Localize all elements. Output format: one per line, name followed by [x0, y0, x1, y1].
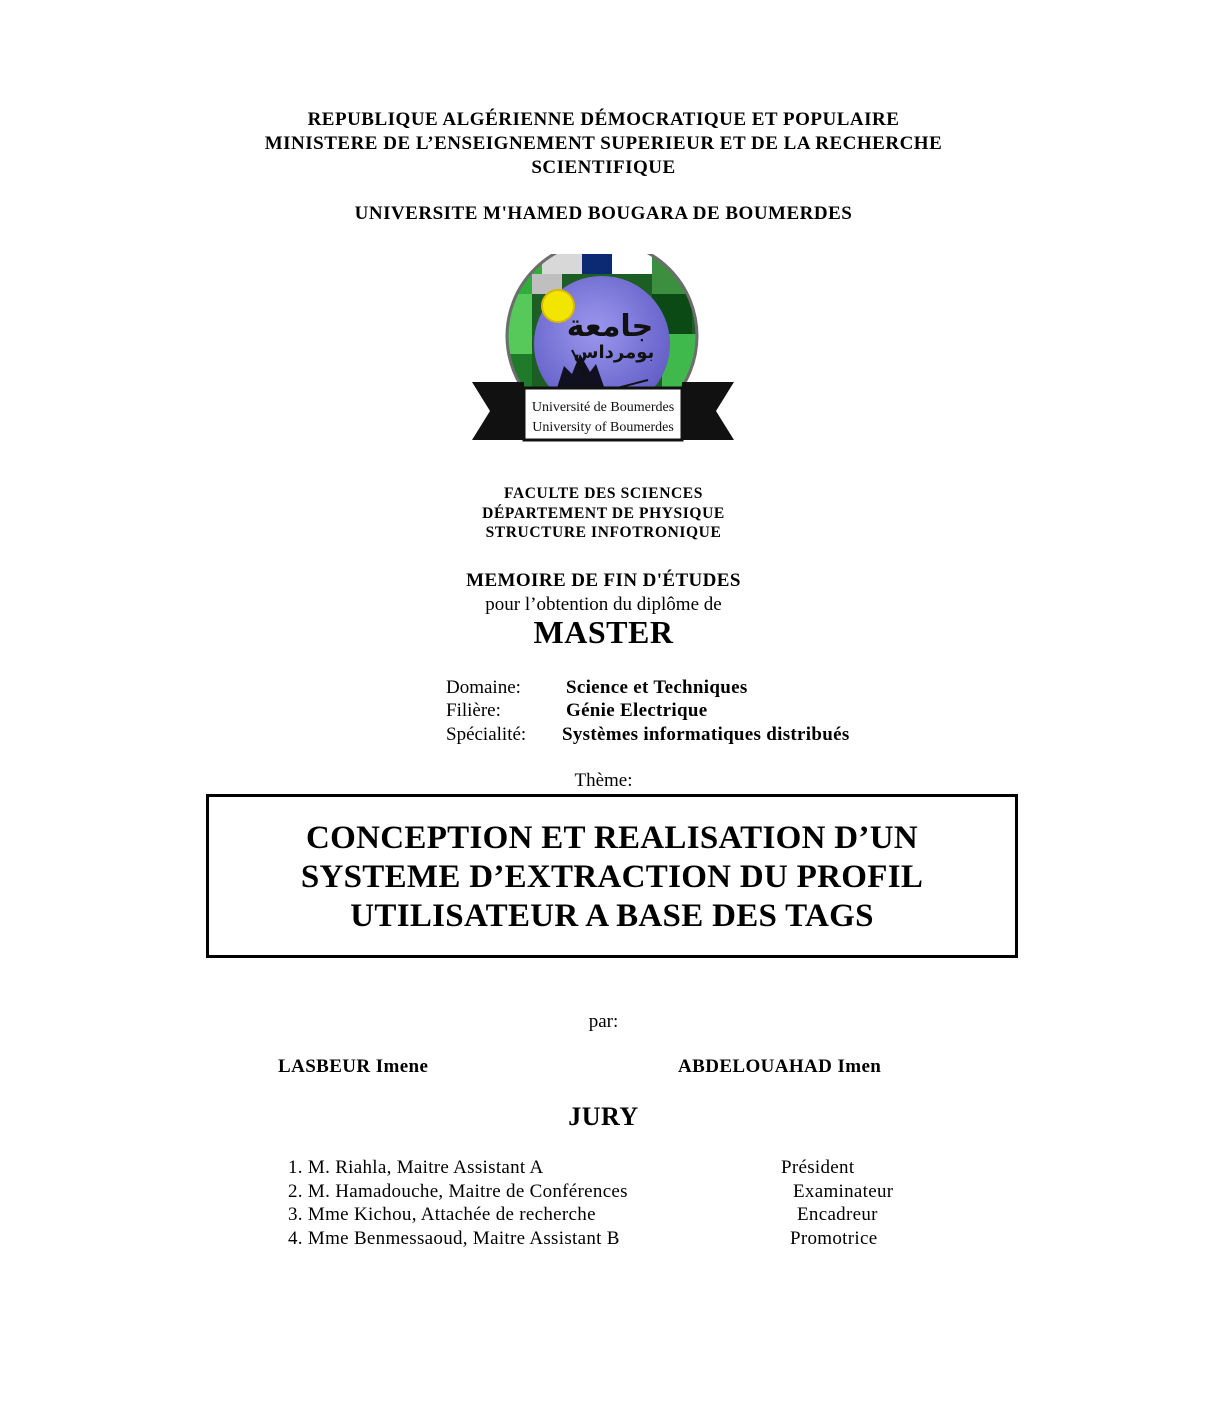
field-label-filiere: Filière: [446, 700, 501, 721]
structure-name: STRUCTURE INFOTRONIQUE [485, 524, 722, 541]
theme-label: Thème: [574, 770, 633, 791]
theme-box [206, 794, 1018, 958]
ministry-heading-cont: SCIENTIFIQUE [531, 157, 676, 178]
ministry-heading: MINISTERE DE L’ENSEIGNEMENT SUPERIEUR ET DE LA RECHERCHE [264, 133, 943, 154]
memoire-title: MEMOIRE DE FIN D'ÉTUDES [466, 570, 741, 591]
jury-member-role: Promotrice [790, 1228, 878, 1249]
jury-member-role: Encadreur [797, 1204, 878, 1225]
jury-member-name: 1. M. Riahla, Maitre Assistant A [288, 1157, 544, 1178]
author-1: LASBEUR Imene [278, 1056, 429, 1077]
theme-title-line1: CONCEPTION ET REALISATION D’UN [306, 820, 918, 856]
logo-arabic-line2: بومرداس [573, 342, 655, 363]
field-value-specialite: Systèmes informatiques distribués [562, 724, 850, 745]
field-label-domaine: Domaine: [446, 677, 521, 698]
jury-member-name: 2. M. Hamadouche, Maitre de Conférences [288, 1181, 628, 1202]
memoire-subtitle: pour l’obtention du diplôme de [485, 594, 722, 615]
author-2: ABDELOUAHAD Imen [678, 1056, 882, 1077]
jury-title: JURY [568, 1102, 639, 1131]
jury-member-role: Examinateur [793, 1181, 894, 1202]
logo-banner-line1: Université de Boumerdes [531, 400, 675, 415]
field-value-domaine: Science et Techniques [566, 677, 748, 698]
jury-member-role: Président [781, 1157, 855, 1178]
university-logo [472, 254, 734, 446]
logo-banner-line2: University of Boumerdes [532, 420, 674, 435]
degree-title: MASTER [533, 614, 674, 650]
theme-title-line2: SYSTEME D’EXTRACTION DU PROFIL [300, 859, 924, 895]
faculty-name: FACULTE DES SCIENCES [504, 485, 703, 502]
par-label: par: [588, 1011, 619, 1032]
theme-title-line3: UTILISATEUR A BASE DES TAGS [350, 898, 874, 934]
republic-heading: REPUBLIQUE ALGÉRIENNE DÉMOCRATIQUE ET POPULAIRE [307, 109, 900, 130]
field-label-specialite: Spécialité: [446, 724, 527, 745]
department-name: DÉPARTEMENT DE PHYSIQUE [482, 505, 725, 522]
university-name: UNIVERSITE M'HAMED BOUGARA DE BOUMERDES [354, 203, 853, 224]
jury-member-name: 4. Mme Benmessaoud, Maitre Assistant B [288, 1228, 620, 1249]
logo-arabic-line1: جامعة [566, 309, 654, 344]
field-value-filiere: Génie Electrique [566, 700, 708, 721]
theme-title [209, 819, 1015, 936]
jury-member-name: 3. Mme Kichou, Attachée de recherche [288, 1204, 596, 1225]
